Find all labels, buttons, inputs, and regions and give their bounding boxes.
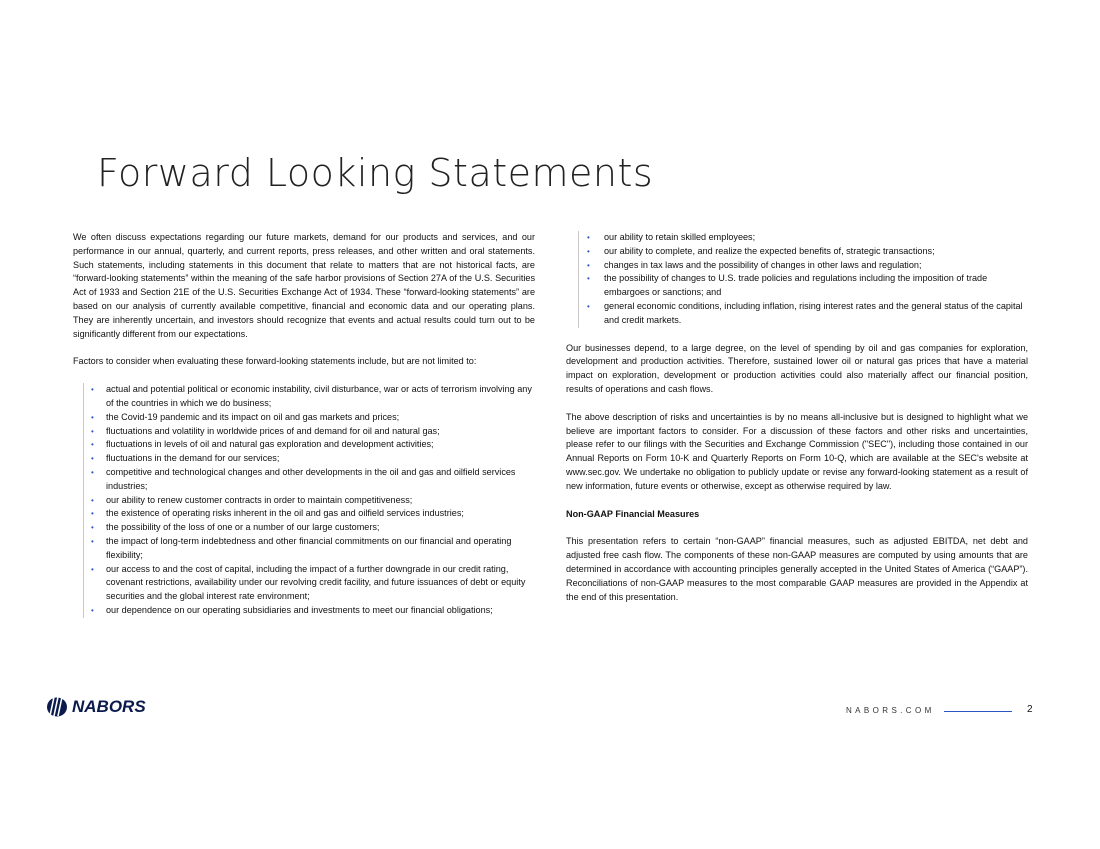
list-item: • our ability to retain skilled employees; [604,231,1028,245]
non-gaap-paragraph: This presentation refers to certain “non-GAAP” financial measures, such as adjusted EBITDA, net debt and adjusted free cash flow. The components of these non-GAAP measures are computed by using amounts that are determined in accordance with accounting principles generally accepted in the United States of America (“GAAP”). Reconciliations of non-GAAP measures to the most comparable GAAP measures are provided in the Appendix at the end of this presentation. [566,536,1028,602]
right-column [566,231,1028,618]
list-item: • competitive and technological changes and other developments in the oil and gas and oilfield services industries; [106,466,535,494]
list-item: • general economic conditions, including inflation, rising interest rates and the general status of the capital and credit markets. [604,300,1028,328]
nabors-logo-text: NABORS [72,697,146,716]
list-item: • changes in tax laws and the possibility of changes in other laws and regulation; [604,259,1028,273]
risk-factor-list-left [83,383,535,618]
list-item: • the Covid-19 pandemic and its impact on oil and gas markets and prices; [106,411,535,425]
list-item: • the existence of operating risks inherent in the oil and gas and oilfield services industries; [106,507,535,521]
spending-paragraph: Our businesses depend, to a large degree, on the level of spending by oil and gas companies for exploration, development and production activities. Therefore, sustained lower oil or natural gas prices that have a material impact on exploration, development or production activities could also materially affect our financial position, results of operations and cash flows. [566,342,1028,394]
list-item: • our access to and the cost of capital, including the impact of a further downgrade in our credit rating, covenant restrictions, availability under our revolving credit facility, and future issuances of debt or equity securities and the global interest rate environment; [106,563,535,604]
list-item: • our ability to renew customer contracts in order to maintain competitiveness; [106,494,535,508]
list-item: • the impact of long-term indebtedness and other financial commitments on our financial and operating flexibility; [106,535,535,563]
non-gaap-heading: Non-GAAP Financial Measures [566,508,700,519]
page-title: Forward Looking Statements [97,151,654,195]
risk-factor-list-right [578,231,1028,328]
footer-divider [944,711,1012,712]
nabors-logo [46,697,146,717]
list-item: • fluctuations and volatility in worldwide prices of and demand for oil and natural gas; [106,425,535,439]
intro-paragraph: We often discuss expectations regarding our future markets, demand for our products and services, and our performance in our annual, quarterly, and current reports, press releases, and other written and oral statements. Such statements, including statements in this document that relate to matters that are not historical facts, are “forward-looking statements” within the meaning of the safe harbor provisions of Section 27A of the U.S. Securities Act of 1933 and Section 21E of the U.S. Securities Exchange Act of 1934. These “forward-looking statements” are based on our analysis of currently available competitive, financial and economic data and our operating plans. They are inherently uncertain, and investors should recognize that events and actual results could turn out to be significantly different from our expectations. [73,232,535,339]
list-item: • the possibility of the loss of one or a number of our large customers; [106,521,535,535]
left-column [73,231,535,632]
list-item: • actual and potential political or economic instability, civil disturbance, war or acts of terrorism involving any of the countries in which we do business; [106,383,535,411]
risk-disclaimer-paragraph: The above description of risks and uncertainties is by no means all-inclusive but is designed to highlight what we believe are important factors to consider. For a discussion of these factors and other risks and uncertainties, please refer to our filings with the Securities and Exchange Commission ("SEC"), including those contained in our Annual Reports on Form 10-K and Quarterly Reports on Form 10-Q, which are available at the SEC's website at www.sec.gov. We undertake no obligation to publicly update or revise any forward-looking statement as a result of new information, future events or otherwise, except as otherwise required by law. [566,411,1028,491]
list-item: • the possibility of changes to U.S. trade policies and regulations including the imposition of trade embargoes or sanctions; and [604,272,1028,300]
list-item: • our dependence on our operating subsidiaries and investments to meet our financial obligations; [106,604,535,618]
list-item: • fluctuations in levels of oil and natural gas exploration and development activities; [106,438,535,452]
list-item: • our ability to complete, and realize the expected benefits of, strategic transactions; [604,245,1028,259]
nabors-logo-icon [46,697,68,717]
factors-intro: Factors to consider when evaluating these forward-looking statements include, but are not limited to: [73,356,477,367]
list-item: • fluctuations in the demand for our services; [106,452,535,466]
page-number: 2 [1027,704,1033,715]
website-label: NABORS.COM [846,706,935,715]
